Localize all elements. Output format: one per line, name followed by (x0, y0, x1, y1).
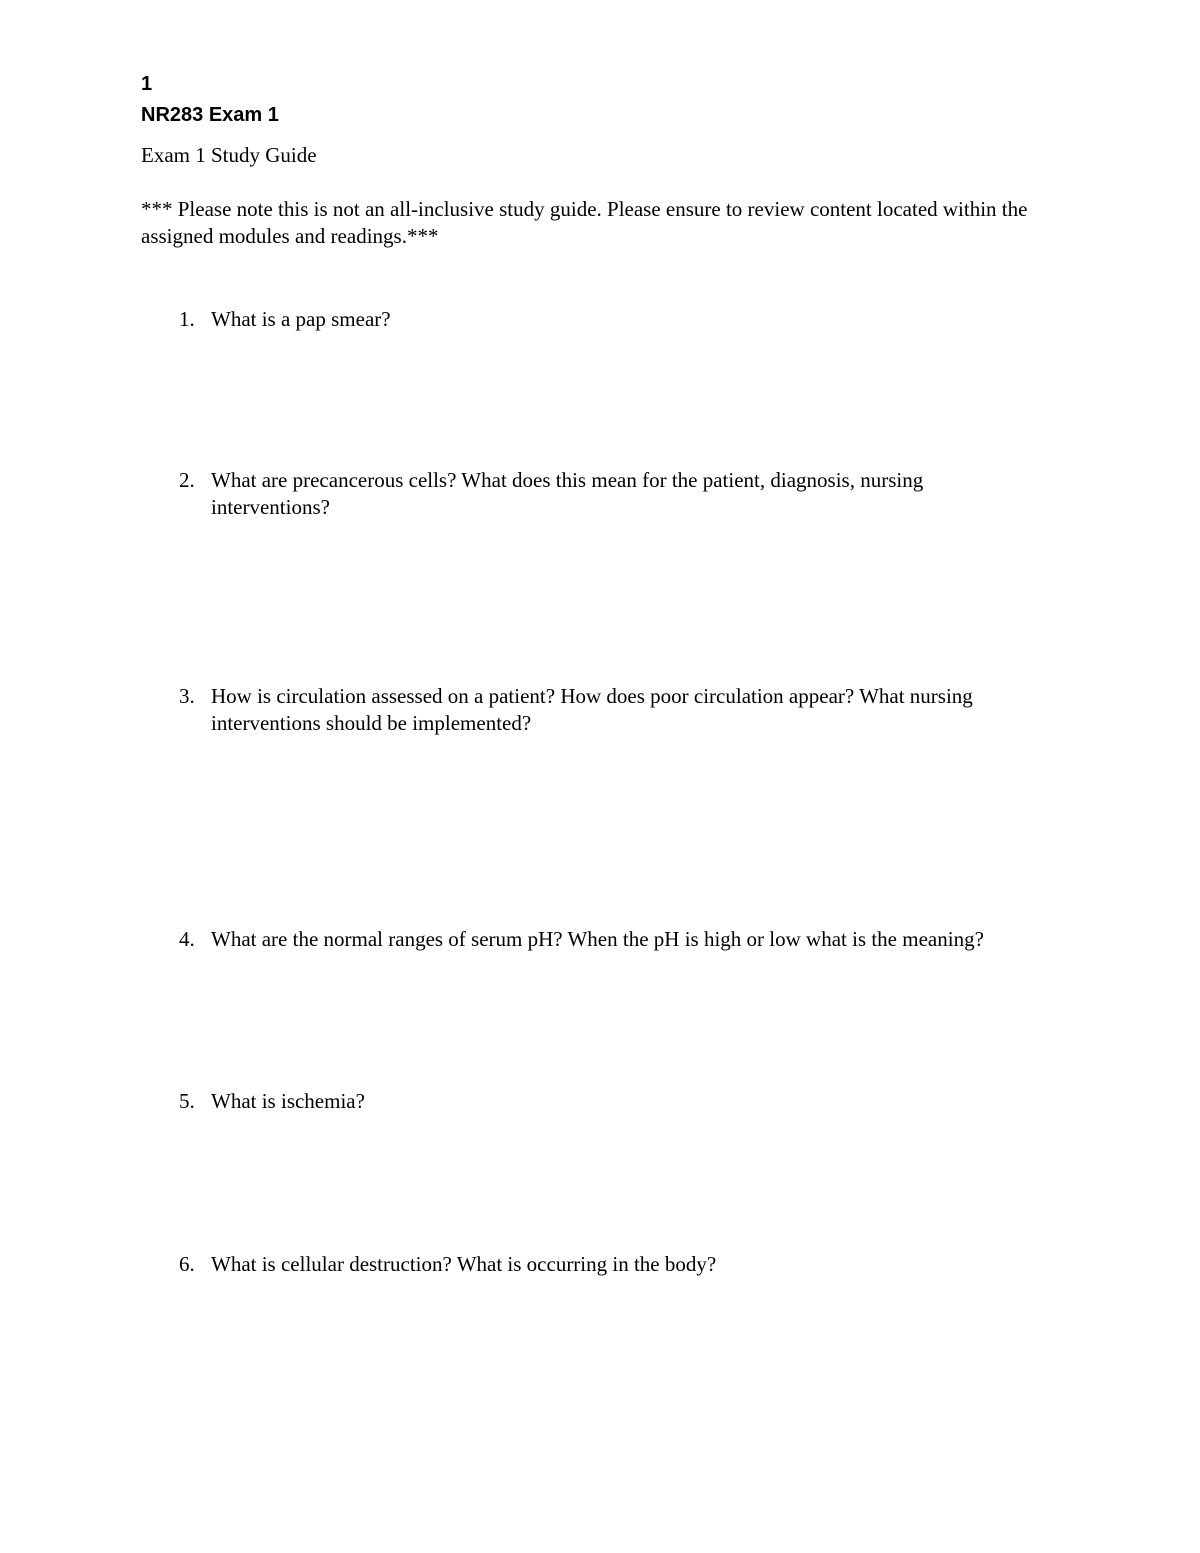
question-text: How is circulation assessed on a patient? How does poor circulation appear? What nursing interventions should be implemented? (211, 684, 973, 735)
question-item (141, 467, 1041, 521)
document-title: NR283 Exam 1 (141, 104, 279, 126)
question-number: 6. (179, 1252, 195, 1276)
question-number: 3. (179, 684, 195, 708)
question-item (141, 1251, 1041, 1278)
question-text: What is ischemia? (211, 1089, 365, 1113)
question-item (141, 926, 1041, 953)
question-number: 1. (179, 307, 195, 331)
question-item (141, 1088, 1041, 1115)
page-number: 1 (141, 73, 153, 95)
question-text: What is cellular destruction? What is occurring in the body? (211, 1252, 717, 1276)
question-number: 2. (179, 468, 195, 492)
question-number: 4. (179, 927, 195, 951)
question-text: What is a pap smear? (211, 307, 391, 331)
question-item (141, 683, 1041, 737)
document-subtitle: Exam 1 Study Guide (141, 143, 317, 167)
question-number: 5. (179, 1089, 195, 1113)
question-text: What are precancerous cells? What does this mean for the patient, diagnosis, nursing interventions? (211, 468, 924, 519)
study-guide-note: *** Please note this is not an all-inclusive study guide. Please ensure to review content located within the assigned modules and readings.*** (141, 197, 1028, 248)
question-item (141, 306, 1041, 333)
question-text: What are the normal ranges of serum pH? When the pH is high or low what is the meaning? (211, 927, 984, 951)
